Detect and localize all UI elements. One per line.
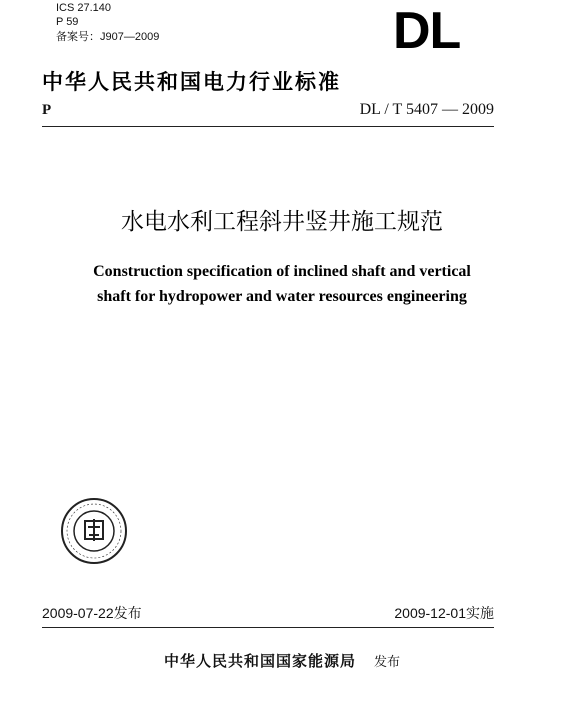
document-title-en-line1: Construction specification of inclined shaft and vertical [93, 263, 471, 280]
standard-code: DL / T 5407 — 2009 [359, 101, 494, 118]
category-letter: P [42, 102, 52, 118]
ics-code: ICS 27.140 [56, 2, 112, 14]
footer-divider [42, 627, 494, 628]
effective-date: 2009-12-01实施 [394, 605, 494, 621]
standard-title: 中华人民共和国电力行业标准 [42, 70, 341, 94]
publisher-line [0, 650, 564, 671]
dl-logo: DL [393, 2, 461, 60]
record-number: 备案号：J907—2009 [56, 31, 160, 43]
issue-date: 2009-07-22发布 [42, 605, 142, 621]
publisher-name: 中华人民共和国国家能源局 [163, 652, 356, 670]
publish-action: 发布 [374, 655, 401, 670]
publisher-seal-icon [60, 497, 128, 565]
classification-code: P 59 [56, 16, 79, 28]
document-title-zh: 水电水利工程斜井竖井施工规范 [121, 209, 443, 235]
document-title-en-line2: shaft for hydropower and water resources engineering [97, 288, 467, 305]
header-divider [42, 126, 494, 127]
